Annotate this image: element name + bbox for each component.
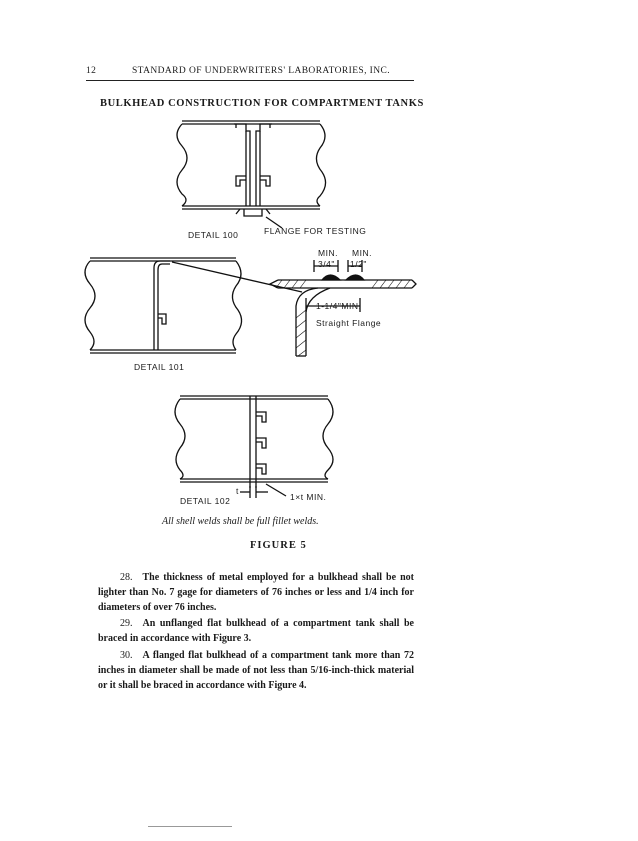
straight-flange-label: Straight Flange bbox=[316, 318, 382, 328]
paragraph-29 bbox=[98, 616, 414, 646]
dimension-one-quarter: 1-1/4"MIN. bbox=[316, 301, 362, 311]
detail-100-drawing bbox=[177, 121, 326, 228]
thickness-t-label: t bbox=[236, 486, 239, 496]
min-label-left: MIN. bbox=[318, 248, 338, 258]
paragraph-30 bbox=[98, 648, 414, 693]
detail-100-label: DETAIL 100 bbox=[188, 230, 239, 240]
paragraph-number: 29. bbox=[120, 618, 133, 629]
page-number: 12 bbox=[86, 66, 97, 76]
paragraph-text: An unflanged flat bulkhead of a compartment tank shall be braced in accordance with Figure 3. bbox=[98, 618, 414, 644]
footer-rule bbox=[148, 826, 232, 827]
one-t-min-label: 1×t MIN. bbox=[290, 492, 327, 502]
running-title: STANDARD OF UNDERWRITERS' LABORATORIES, INC. bbox=[132, 66, 391, 76]
dimension-three-quarter: 3/4" bbox=[318, 259, 335, 269]
figure-caption: FIGURE 5 bbox=[250, 540, 307, 551]
detail-102-label: DETAIL 102 bbox=[180, 496, 231, 506]
min-label-right: MIN. bbox=[352, 248, 372, 258]
paragraph-number: 30. bbox=[120, 650, 133, 661]
detail-101-drawing bbox=[85, 258, 302, 353]
paragraph-text: A flanged flat bulkhead of a compartment tank more than 72 inches in diameter shall be made of not less than 5/16-inch-thick material or it shall be braced in accordance with Figure 4. bbox=[98, 650, 414, 691]
detail-102-drawing bbox=[175, 396, 333, 498]
flange-for-testing-label: FLANGE FOR TESTING bbox=[264, 226, 367, 236]
section-heading: BULKHEAD CONSTRUCTION FOR COMPARTMENT TANKS bbox=[100, 98, 424, 109]
welds-note: All shell welds shall be full fillet welds. bbox=[162, 516, 319, 527]
dimension-half: 1/2" bbox=[350, 259, 367, 269]
paragraph-28 bbox=[98, 570, 414, 615]
paragraph-text: The thickness of metal employed for a bulkhead shall be not lighter than No. 7 gage for diameters of 76 inches or less and 1/4 inch for diameters of over 76 inches. bbox=[98, 572, 414, 613]
paragraph-number: 28. bbox=[120, 572, 133, 583]
detail-101-label: DETAIL 101 bbox=[134, 362, 185, 372]
